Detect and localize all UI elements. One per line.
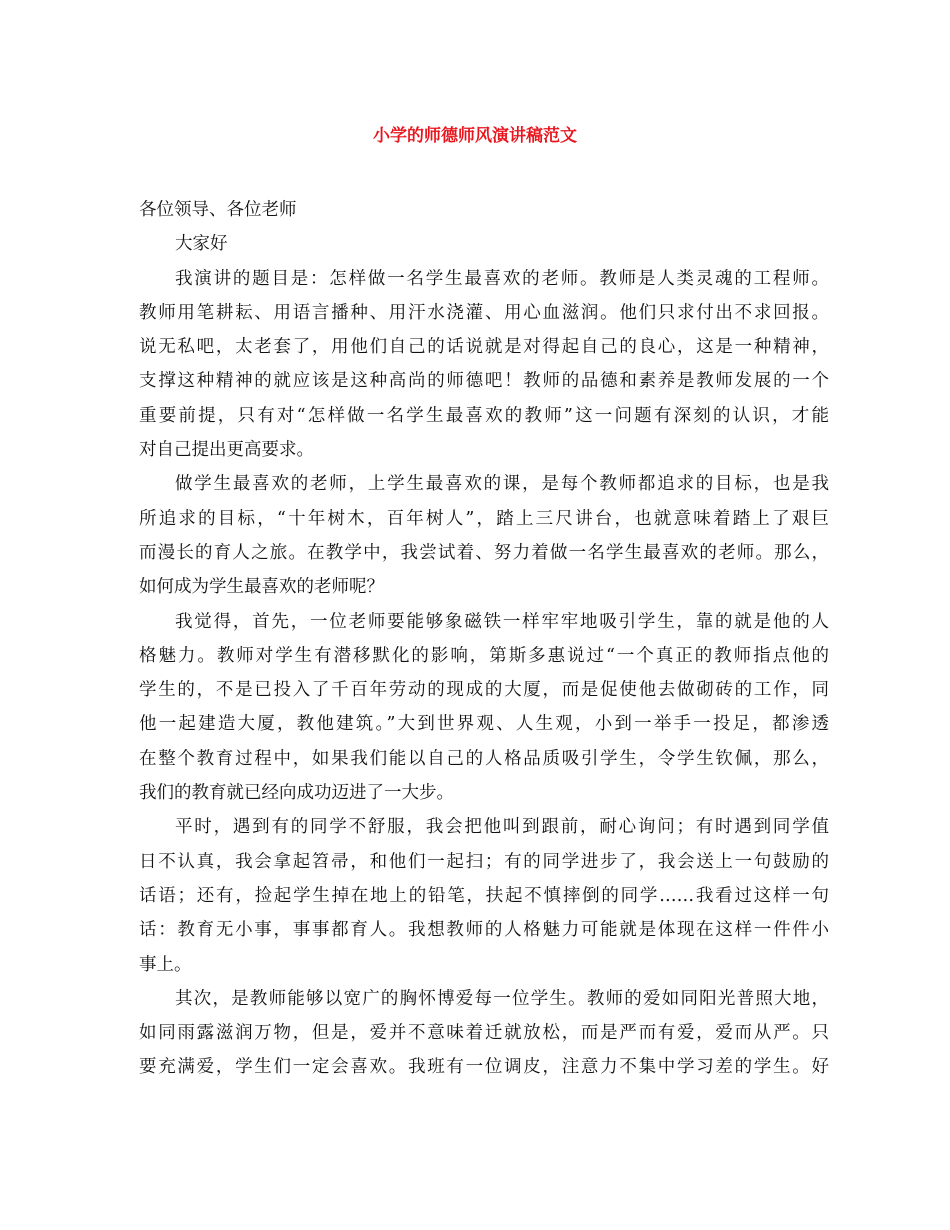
text-line: 支撑这种精神的就应该是这种高尚的师德吧！教师的品德和素养是教师发展的一个 <box>139 371 829 392</box>
text-line: 各位领导、各位老师 <box>139 200 297 220</box>
text-line: 格魅力。教师对学生有潜移默化的影响，第斯多惠说过“一个真正的教师指点他的 <box>139 645 829 666</box>
text-line: 要充满爱，学生们一定会喜欢。我班有一位调皮，注意力不集中学习差的学生。好 <box>139 1057 829 1078</box>
text-line: 日不认真，我会拿起笤帚，和他们一起扫；有的同学进步了，我会送上一句鼓励的 <box>139 851 829 872</box>
text-line: 重要前提，只有对“怎样做一名学生最喜欢的教师”这一问题有深刻的认识，才能 <box>139 405 829 426</box>
text-line: 话：教育无小事，事事都育人。我想教师的人格魅力可能就是体现在这样一件件小 <box>139 920 829 941</box>
text-line: 而漫长的育人之旅。在教学中，我尝试着、努力着做一名学生最喜欢的老师。那么， <box>139 542 829 563</box>
text-line: 大家好 <box>175 234 228 255</box>
text-line: 平时，遇到有的同学不舒服，我会把他叫到跟前，耐心询问；有时遇到同学值 <box>175 817 829 838</box>
text-line: 学生的，不是已投入了千百年劳动的现成的大厦，而是促使他去做砌砖的工作，同 <box>139 680 829 701</box>
text-line: 对自己提出更高要求。 <box>139 440 314 461</box>
text-line: 说无私吧，太老套了，用他们自己的话说就是对得起自己的良心，这是一种精神， <box>139 337 829 358</box>
text-line: 我演讲的题目是：怎样做一名学生最喜欢的老师。教师是人类灵魂的工程师。 <box>175 268 829 289</box>
text-line: 其次，是教师能够以宽广的胸怀博爱每一位学生。教师的爱如同阳光普照大地， <box>175 988 829 1009</box>
document-body <box>139 193 829 1085</box>
text-line: 他一起建造大厦，教他建筑。”大到世界观、人生观，小到一举手一投足，都渗透 <box>139 714 829 735</box>
text-line: 我觉得，首先，一位老师要能够象磁铁一样牢牢地吸引学生，靠的就是他的人 <box>175 611 829 632</box>
document-title: 小学的师德师风演讲稿范文 <box>373 126 577 146</box>
text-line: 我们的教育就已经向成功迈进了一大步。 <box>139 783 454 804</box>
text-line: 话语；还有，捡起学生掉在地上的铅笔，扶起不慎摔倒的同学……我看过这样一句 <box>139 885 829 906</box>
text-line: 做学生最喜欢的老师，上学生最喜欢的课，是每个教师都追求的目标，也是我 <box>175 474 829 495</box>
text-line: 所追求的目标，“十年树木，百年树人”，踏上三尺讲台，也就意味着踏上了艰巨 <box>139 508 829 529</box>
text-line: 事上。 <box>139 954 192 975</box>
text-line: 如同雨露滋润万物，但是，爱并不意味着迁就放松，而是严而有爱，爱而从严。只 <box>139 1023 829 1044</box>
text-line: 教师用笔耕耘、用语言播种、用汗水浇灌、用心血滋润。他们只求付出不求回报。 <box>139 302 829 323</box>
text-line: 如何成为学生最喜欢的老师呢？ <box>139 577 384 598</box>
text-line: 在整个教育过程中，如果我们能以自己的人格品质吸引学生，令学生钦佩，那么， <box>139 748 829 769</box>
